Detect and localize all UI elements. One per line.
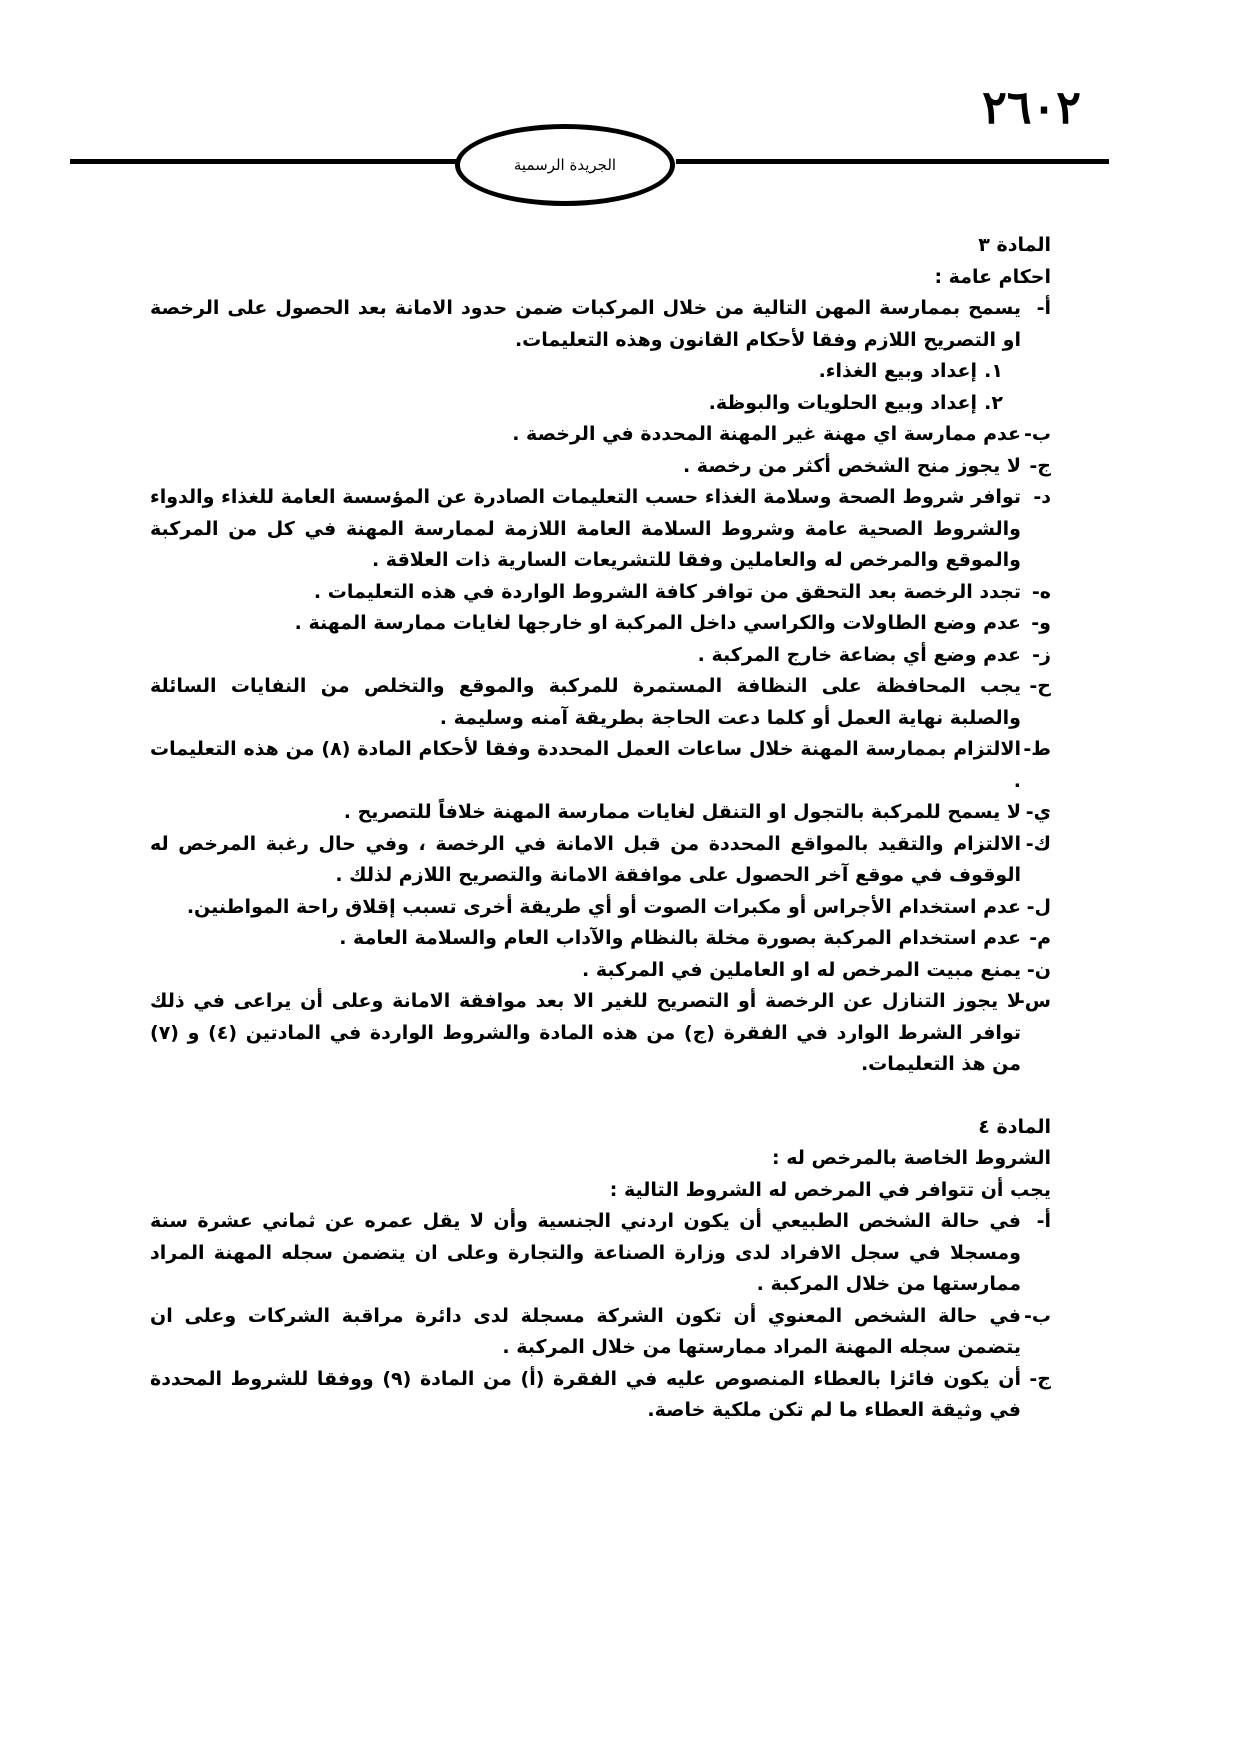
article-4-intro: يجب أن تتوافر في المرخص له الشروط التالية : (609, 1178, 1051, 1201)
item-marker: ه- (1031, 580, 1051, 603)
article-3-item (150, 986, 1051, 1081)
item-marker: ب- (1024, 1304, 1051, 1327)
subitem-marker: ١. (984, 360, 1003, 382)
item-marker: ز- (1032, 643, 1051, 666)
article-3-item (150, 577, 1051, 609)
item-text: يمنع مبيت المرخص له او العاملين في المركبة . (581, 958, 1021, 981)
article-3-item (150, 482, 1051, 577)
item-text: عدم استخدام الأجراس أو مكبرات الصوت أو أي طريقة أخرى تسبب إقلاق راحة المواطنين. (186, 895, 1021, 918)
item-marker: ط- (1023, 738, 1051, 760)
subitem-text: إعداد وبيع الحلويات والبوظة. (708, 391, 977, 414)
item-text: تجدد الرخصة بعد التحقق من توافر كافة الشروط الواردة في هذه التعليمات . (313, 580, 1021, 603)
item-text: لا يجوز منح الشخص أكثر من رخصة . (682, 454, 1021, 477)
item-marker: ح- (1029, 675, 1051, 697)
article-4-subtitle: الشروط الخاصة بالمرخص له : (772, 1147, 1051, 1169)
article-3-item (150, 293, 1051, 356)
item-text: يجب المحافظة على النظافة المستمرة للمركبة والموقع والتخلص من النفايات السائلة والصلبة نهاية العمل أو كلما دعت الحاجة بطريقة آمنه وسليمة . (150, 675, 1021, 729)
item-marker: ن- (1026, 958, 1051, 981)
article-3-item (150, 640, 1051, 672)
item-text: عدم ممارسة اي مهنة غير المهنة المحددة في الرخصة . (512, 423, 1021, 445)
item-text: أن يكون فائزا بالعطاء المنصوص عليه في الفقرة (أ) من المادة (٩) ووفقا للشروط المحددة في وثيقة العطاء ما لم تكن ملكية خاصة. (150, 1367, 1021, 1421)
item-marker: أ- (1036, 297, 1051, 319)
item-text: في حالة الشخص الطبيعي أن يكون اردني الجنسية وأن لا يقل عمره عن ثماني عشرة سنة ومسجلا في سجل الافراد لدى وزارة الصناعة والتجارة وعلى ان يتضمن سجله المهنة المراد ممارستها من خلال المركبة . (150, 1210, 1021, 1295)
item-text: توافر شروط الصحة وسلامة الغذاء حسب التعليمات الصادرة عن المؤسسة العامة للغذاء والدواء والشروط الصحية عامة وشروط السلامة العامة اللازمة لممارسة المهنة في كل من المركبة والموقع والمرخص له والعاملين وفقا للتشريعات السارية ذات العلاقة . (150, 486, 1021, 571)
article-3-item (150, 671, 1051, 734)
section-gap (150, 1081, 1051, 1112)
article-4-item (150, 1206, 1051, 1301)
article-3-item (150, 419, 1051, 451)
item-marker: ل- (1026, 895, 1051, 918)
item-text: عدم وضع أي بضاعة خارج المركبة . (697, 643, 1021, 666)
journal-title: الجريدة الرسمية (513, 156, 617, 174)
header-rule-left (70, 159, 456, 164)
article-4-item (150, 1301, 1051, 1364)
article-3-item (150, 608, 1051, 640)
article-3-item (150, 892, 1051, 924)
item-marker: و- (1031, 612, 1051, 634)
item-marker: س- (1016, 990, 1051, 1012)
item-marker: ج- (1029, 454, 1051, 477)
article-3-item (150, 451, 1051, 483)
header-rule-right (676, 159, 1109, 164)
item-marker: ب- (1024, 423, 1051, 445)
item-text: الالتزام والتقيد بالمواقع المحددة من قبل الامانة في الرخصة ، وفي حال رغبة المرخص له الوقوف في موقع آخر الحصول على موافقة الامانة والتصريح اللازم لذلك . (150, 832, 1021, 886)
item-text: في حالة الشخص المعنوي أن تكون الشركة مسجلة لدى دائرة مراقبة الشركات وعلى ان يتضمن سجله المهنة المراد ممارستها من خلال المركبة . (150, 1304, 1021, 1358)
article-3-title: المادة ٣ (978, 234, 1051, 256)
article-3-subtitle: احكام عامة : (934, 265, 1051, 288)
subitem-marker: ٢. (984, 391, 1003, 414)
article-3-subitem (150, 388, 1051, 420)
item-text: لا يجوز التنازل عن الرخصة أو التصريح للغير الا بعد موافقة الامانة وعلى أن يراعى في ذلك توافر الشرط الوارد في الفقرة (ج) من هذه المادة والشروط الواردة في المادتين (٤) و (٧) من هذ التعليمات. (150, 990, 1021, 1075)
article-3-item (150, 734, 1051, 797)
item-text: يسمح بممارسة المهن التالية من خلال المركبات ضمن حدود الامانة بعد الحصول على الرخصة او التصريح اللازم وفقا لأحكام القانون وهذه التعليمات. (150, 297, 1021, 351)
item-marker: ج- (1029, 1367, 1051, 1390)
article-3-item (150, 797, 1051, 829)
subitem-text: إعداد وبيع الغذاء. (818, 360, 977, 382)
page-number: ٢٦٠٢ (982, 80, 1081, 134)
journal-title-badge (455, 124, 675, 206)
article-3-item (150, 955, 1051, 987)
item-text: عدم استخدام المركبة بصورة مخلة بالنظام والآداب العام والسلامة العامة . (339, 927, 1021, 949)
item-text: الالتزام بممارسة المهنة خلال ساعات العمل المحددة وفقا لأحكام المادة (٨) من هذه التعليمات . (150, 738, 1022, 792)
article-3-subitem (150, 356, 1051, 388)
article-3-item (150, 923, 1051, 955)
article-3-item (150, 829, 1051, 892)
article-4-title: المادة ٤ (978, 1115, 1051, 1138)
item-marker: د- (1033, 486, 1051, 508)
item-text: عدم وضع الطاولات والكراسي داخل المركبة او خارجها لغايات ممارسة المهنة . (294, 612, 1021, 634)
item-marker: م- (1029, 927, 1051, 949)
item-text: لا يسمح للمركبة بالتجول او التنقل لغايات ممارسة المهنة خلافاً للتصريح . (343, 801, 1021, 823)
item-marker: ي- (1025, 801, 1051, 823)
item-marker: أ- (1036, 1210, 1051, 1232)
document-body (150, 230, 1051, 1427)
article-4-item (150, 1364, 1051, 1427)
item-marker: ك- (1025, 832, 1051, 855)
